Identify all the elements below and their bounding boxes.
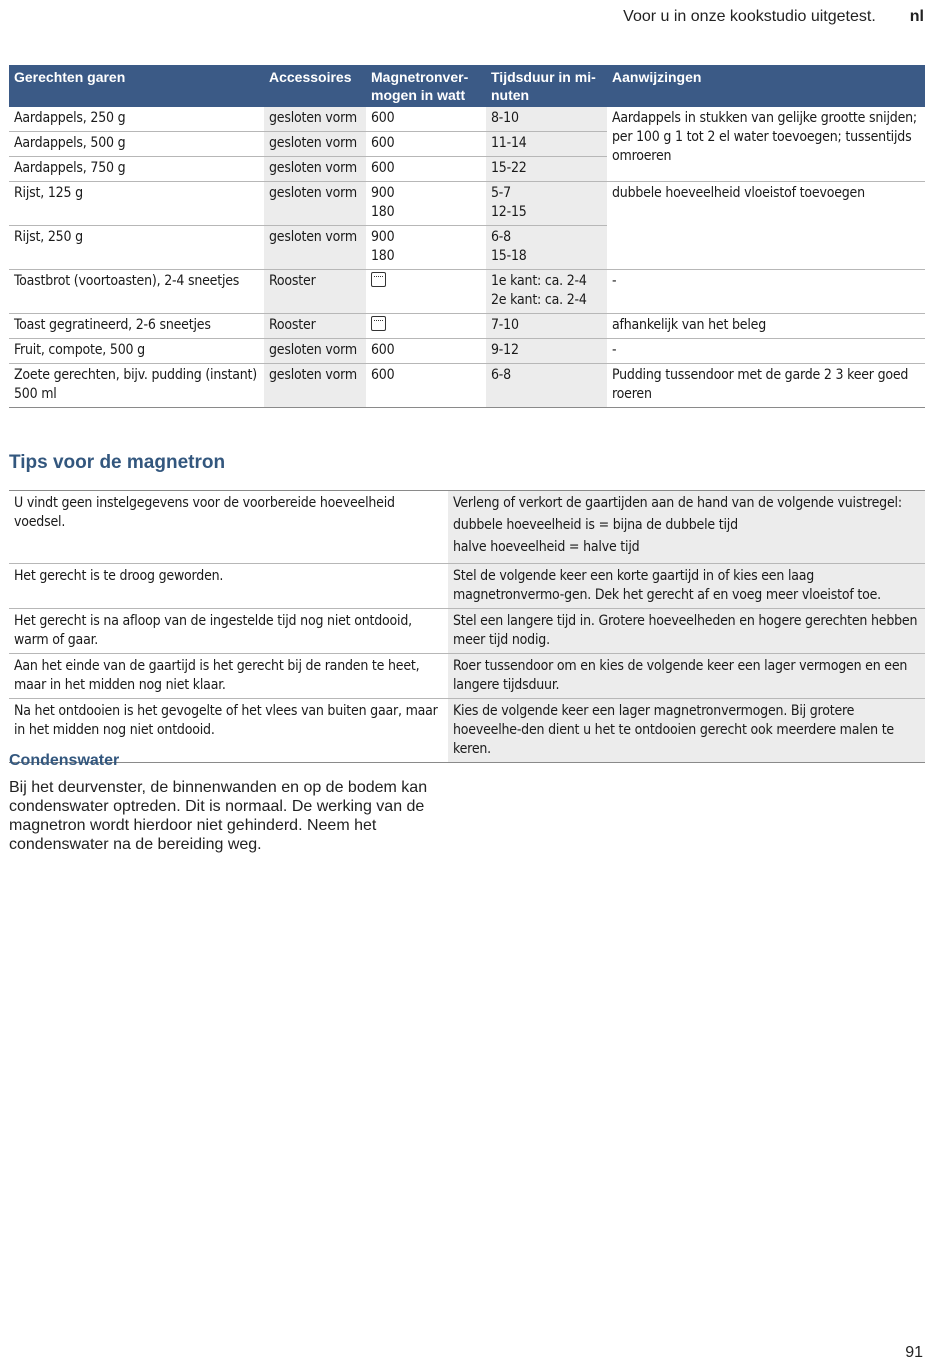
col-header-notes: Aanwijzingen — [607, 65, 925, 107]
tips-table — [9, 490, 925, 763]
dish-cell: Toastbrot (voortoasten), 2-4 sneetjes — [9, 270, 264, 314]
power-cell: 600 — [366, 364, 486, 408]
time-cell: 11-14 — [486, 132, 607, 157]
condensation-text: Bij het deurvenster, de binnenwanden en op de bodem kan condenswater optreden. Dit is normaal. De werking van de magnetron wordt hierdoor niet gehinderd. Neem het condenswater na de bereiding weg. — [9, 779, 428, 853]
time-cell: 7-10 — [486, 314, 607, 339]
dish-cell: Toast gegratineerd, 2-6 sneetjes — [9, 314, 264, 339]
tips-row — [9, 699, 925, 763]
time-cell: 5-7 12-15 — [486, 182, 607, 226]
problem-cell: Aan het einde van de gaartijd is het gerecht bij de randen te heet, maar in het midden nog niet klaar. — [9, 654, 448, 699]
problem-cell: Het gerecht is na afloop van de ingestelde tijd nog niet ontdooid, warm of gaar. — [9, 609, 448, 654]
accessory-cell: gesloten vorm — [264, 364, 366, 408]
solution-cell: Stel een langere tijd in. Grotere hoeveelheden en hogere gerechten hebben meer tijd nodig. — [448, 609, 925, 654]
time-cell: 9-12 — [486, 339, 607, 364]
accessory-cell: gesloten vorm — [264, 182, 366, 226]
accessory-cell: gesloten vorm — [264, 132, 366, 157]
condensation-title: Condenswater — [9, 752, 120, 769]
solution-line: Verleng of verkort de gaartijden aan de hand van de volgende vuistregel: — [453, 495, 902, 511]
solution-cell: Roer tussendoor om en kies de volgende keer een lager vermogen en een langere tijdsduur. — [448, 654, 925, 699]
power-cell: 600 — [366, 132, 486, 157]
problem-cell: Het gerecht is te droog geworden. — [9, 564, 448, 609]
dish-cell: Aardappels, 750 g — [9, 157, 264, 182]
dish-cell: Rijst, 125 g — [9, 182, 264, 226]
notes-cell: dubbele hoeveelheid vloeistof toevoegen — [607, 182, 925, 270]
table-row — [9, 182, 925, 226]
power-cell: 900 180 — [366, 182, 486, 226]
tips-row — [9, 491, 925, 564]
page-number: 91 — [905, 1344, 923, 1361]
dish-cell: Zoete gerechten, bijv. pudding (instant) 500 ml — [9, 364, 264, 408]
table-row — [9, 364, 925, 408]
notes-cell: - — [607, 270, 925, 314]
power-cell: 600 — [366, 107, 486, 132]
accessory-cell: Rooster — [264, 270, 366, 314]
page-header — [623, 8, 924, 26]
power-cell — [366, 314, 486, 339]
table-row — [9, 314, 925, 339]
language-tag: nl — [909, 8, 924, 25]
table-header-row — [9, 65, 925, 107]
accessory-cell: gesloten vorm — [264, 226, 366, 270]
solution-cell: Kies de volgende keer een lager magnetronvermogen. Bij grotere hoeveelhe-den dient u het te ontdooien gerecht ook meerdere malen te keren. — [448, 699, 925, 763]
col-header-time: Tijdsduur in mi- nuten — [486, 65, 607, 107]
power-cell — [366, 270, 486, 314]
tips-row — [9, 654, 925, 699]
header-title: Voor u in onze kookstudio uitgetest. — [623, 8, 876, 25]
table-row — [9, 270, 925, 314]
solution-line: dubbele hoeveelheid is = bijna de dubbele tijd — [453, 517, 738, 533]
grill-icon — [371, 316, 386, 331]
time-cell: 8-10 — [486, 107, 607, 132]
notes-cell: afhankelijk van het beleg — [607, 314, 925, 339]
tips-row — [9, 609, 925, 654]
time-cell: 6-8 — [486, 364, 607, 408]
table-row — [9, 107, 925, 132]
grill-icon — [371, 272, 386, 287]
dish-cell: Fruit, compote, 500 g — [9, 339, 264, 364]
notes-cell: Pudding tussendoor met de garde 2 3 keer goed roeren — [607, 364, 925, 408]
accessory-cell: Rooster — [264, 314, 366, 339]
col-header-dish: Gerechten garen — [9, 65, 264, 107]
dish-cell: Rijst, 250 g — [9, 226, 264, 270]
col-header-power: Magnetronver- mogen in watt — [366, 65, 486, 107]
cooking-table — [9, 65, 925, 408]
solution-cell — [448, 491, 925, 564]
accessory-cell: gesloten vorm — [264, 339, 366, 364]
accessory-cell: gesloten vorm — [264, 157, 366, 182]
problem-cell: Na het ontdooien is het gevogelte of het vlees van buiten gaar, maar in het midden nog niet ontdooid. — [9, 699, 448, 763]
table-row — [9, 339, 925, 364]
power-cell: 600 — [366, 157, 486, 182]
solution-line: halve hoeveelheid = halve tijd — [453, 539, 640, 555]
dish-cell: Aardappels, 250 g — [9, 107, 264, 132]
notes-cell: - — [607, 339, 925, 364]
time-cell: 6-8 15-18 — [486, 226, 607, 270]
problem-cell: U vindt geen instelgegevens voor de voorbereide hoeveelheid voedsel. — [9, 491, 448, 564]
time-cell: 1e kant: ca. 2-4 2e kant: ca. 2-4 — [486, 270, 607, 314]
tips-row — [9, 564, 925, 609]
notes-cell: Aardappels in stukken van gelijke grootte snijden; per 100 g 1 tot 2 el water toevoegen; tussentijds omroeren — [607, 107, 925, 182]
tips-title: Tips voor de magnetron — [9, 452, 226, 473]
solution-cell: Stel de volgende keer een korte gaartijd in of kies een laag magnetronvermo-gen. Dek het gerecht af en voeg meer vloeistof toe. — [448, 564, 925, 609]
power-cell: 600 — [366, 339, 486, 364]
accessory-cell: gesloten vorm — [264, 107, 366, 132]
time-cell: 15-22 — [486, 157, 607, 182]
col-header-accessory: Accessoires — [264, 65, 366, 107]
power-cell: 900 180 — [366, 226, 486, 270]
dish-cell: Aardappels, 500 g — [9, 132, 264, 157]
